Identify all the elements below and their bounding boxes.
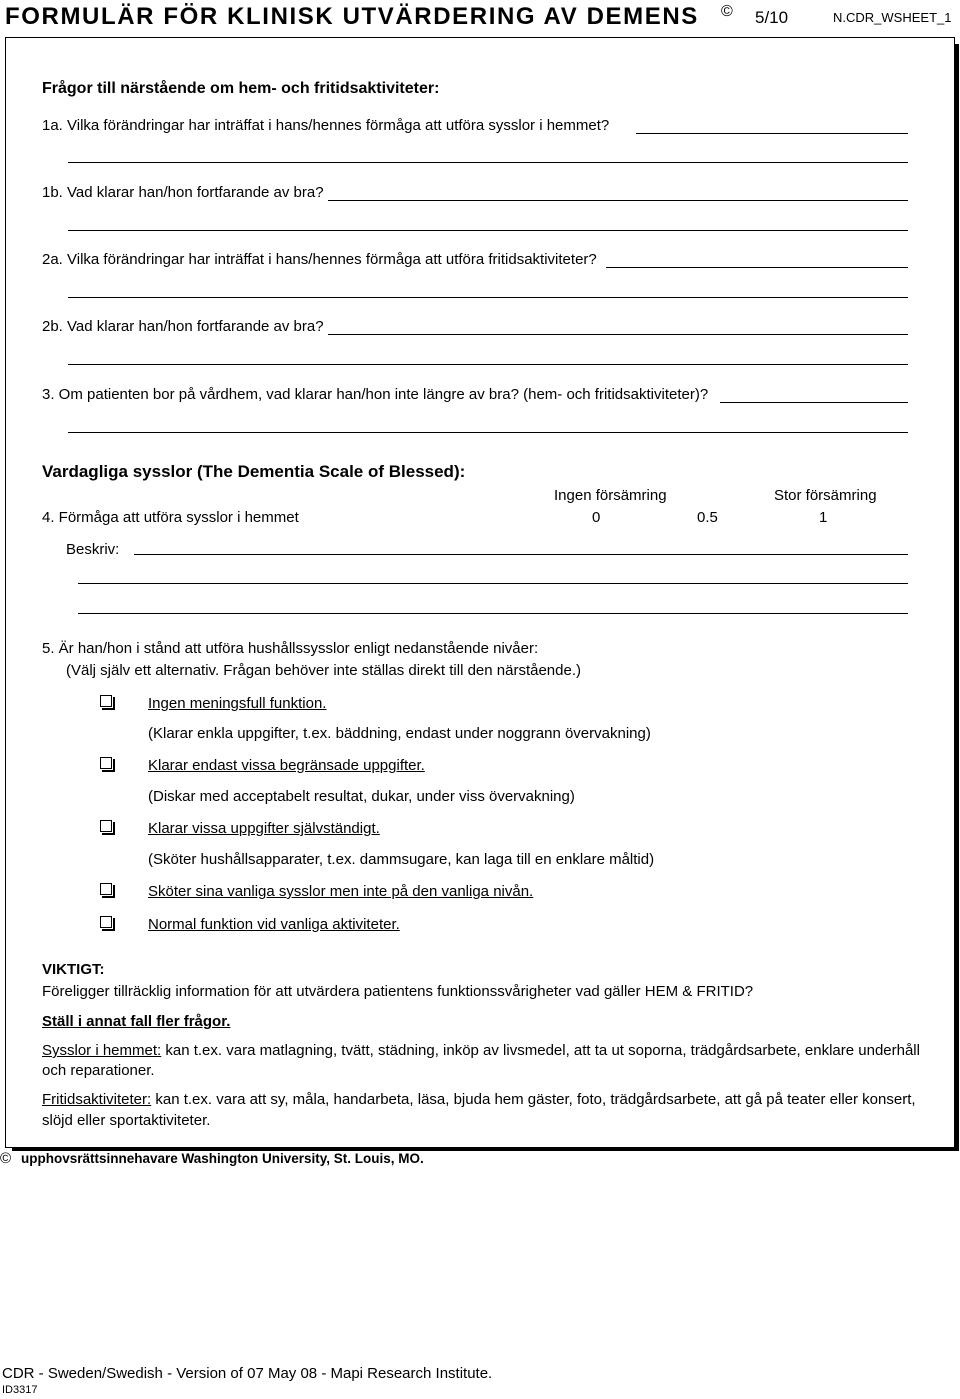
option-2-label: Klarar endast vissa begränsade uppgifter.	[148, 757, 425, 774]
answer-line-2b-2[interactable]	[68, 364, 908, 365]
form-box	[5, 37, 955, 1148]
form-title: FORMULÄR FÖR KLINISK UTVÄRDERING AV DEMENS	[5, 3, 699, 30]
box-shadow-right	[955, 44, 959, 1151]
score-1[interactable]: 1	[819, 509, 828, 526]
option-2-note: (Diskar med acceptabelt resultat, dukar, under viss övervakning)	[148, 788, 575, 805]
leisure-activities-text-2: slöjd eller sportaktiviteter.	[42, 1112, 211, 1129]
question-5-instruction: (Välj själv ett alternativ. Frågan behöver inte ställas direkt till den närstående.)	[66, 662, 581, 679]
question-2b: 2b. Vad klarar han/hon fortfarande av bra?	[42, 318, 324, 335]
score-0[interactable]: 0	[592, 509, 601, 526]
checkbox-option-1[interactable]	[100, 695, 112, 707]
question-4: 4. Förmåga att utföra sysslor i hemmet	[42, 509, 299, 526]
answer-line-1b[interactable]	[328, 200, 908, 201]
answer-line-3[interactable]	[720, 402, 908, 403]
section1-heading: Frågor till närstående om hem- och fritidsaktiviteter:	[42, 80, 440, 97]
copyright-text: upphovsrättsinnehavare Washington University, St. Louis, MO.	[21, 1151, 424, 1166]
footer-version: CDR - Sweden/Swedish - Version of 07 May 08 - Mapi Research Institute.	[2, 1365, 493, 1382]
home-activities-text-2: och reparationer.	[42, 1062, 155, 1079]
ask-more-text: Ställ i annat fall fler frågor.	[42, 1013, 231, 1030]
question-1a: 1a. Vilka förändringar har inträffat i hans/hennes förmåga att utföra sysslor i hemmet?	[42, 117, 610, 134]
leisure-activities-text: Fritidsaktiviteter: kan t.ex. vara att sy, måla, handarbeta, läsa, bjuda hem gäster, foto, trädgårdsarbete, att gå på teater eller konsert,	[42, 1091, 916, 1108]
option-1-label: Ingen meningsfull funktion.	[148, 695, 327, 712]
copyright-symbol: ©	[721, 3, 733, 20]
checkbox-option-2[interactable]	[100, 757, 112, 769]
important-text: Föreligger tillräcklig information för att utvärdera patientens funktionssvårigheter vad gäller HEM & FRITID?	[42, 983, 754, 1000]
answer-line-1b-2[interactable]	[68, 230, 908, 231]
option-1-note: (Klarar enkla uppgifter, t.ex. bäddning, endast under noggrann övervakning)	[148, 725, 651, 742]
checkbox-option-5[interactable]	[100, 916, 112, 928]
option-3-label: Klarar vissa uppgifter självständigt.	[148, 820, 380, 837]
score-0-5[interactable]: 0.5	[697, 509, 718, 526]
footer-id: ID3317	[2, 1384, 38, 1396]
form-code: N.CDR_WSHEET_1	[833, 10, 952, 25]
describe-line-2[interactable]	[78, 583, 908, 584]
describe-label: Beskriv:	[66, 541, 120, 558]
copyright-symbol-2: ©	[0, 1150, 12, 1167]
option-5-label: Normal funktion vid vanliga aktiviteter.	[148, 916, 400, 933]
describe-line-3[interactable]	[78, 613, 908, 614]
answer-line-2a-2[interactable]	[68, 297, 908, 298]
answer-line-2b[interactable]	[328, 334, 908, 335]
question-5: 5. Är han/hon i stånd att utföra hushållssysslor enligt nedanstående nivåer:	[42, 640, 539, 657]
question-2a: 2a. Vilka förändringar har inträffat i hans/hennes förmåga att utföra fritidsaktiviteter?	[42, 251, 597, 268]
leisure-activities-label: Fritidsaktiviteter:	[42, 1091, 152, 1108]
question-1b: 1b. Vad klarar han/hon fortfarande av bra?	[42, 184, 324, 201]
answer-line-2a[interactable]	[606, 267, 908, 268]
important-heading: VIKTIGT:	[42, 961, 105, 978]
answer-line-3-2[interactable]	[68, 432, 908, 433]
checkbox-option-4[interactable]	[100, 883, 112, 895]
option-3-note: (Sköter hushållsapparater, t.ex. dammsugare, kan laga till en enklare måltid)	[148, 851, 655, 868]
answer-line-1a-2[interactable]	[68, 162, 908, 163]
home-activities-label: Sysslor i hemmet:	[42, 1042, 162, 1059]
answer-line-1a[interactable]	[636, 133, 908, 134]
scale-low-label: Ingen försämring	[554, 487, 667, 504]
page-number: 5/10	[755, 8, 789, 27]
checkbox-option-3[interactable]	[100, 820, 112, 832]
scale-high-label: Stor försämring	[774, 487, 877, 504]
describe-line-1[interactable]	[134, 554, 908, 555]
option-4-label: Sköter sina vanliga sysslor men inte på den vanliga nivån.	[148, 883, 534, 900]
question-3: 3. Om patienten bor på vårdhem, vad klarar han/hon inte längre av bra? (hem- och fritidsaktiviteter)?	[42, 386, 709, 403]
home-activities-text: Sysslor i hemmet: kan t.ex. vara matlagning, tvätt, städning, inköp av livsmedel, att ta ut soporna, trädgårdsarbete, enklare underhåll	[42, 1042, 920, 1059]
section2-heading: Vardagliga sysslor (The Dementia Scale of Blessed):	[42, 462, 466, 481]
